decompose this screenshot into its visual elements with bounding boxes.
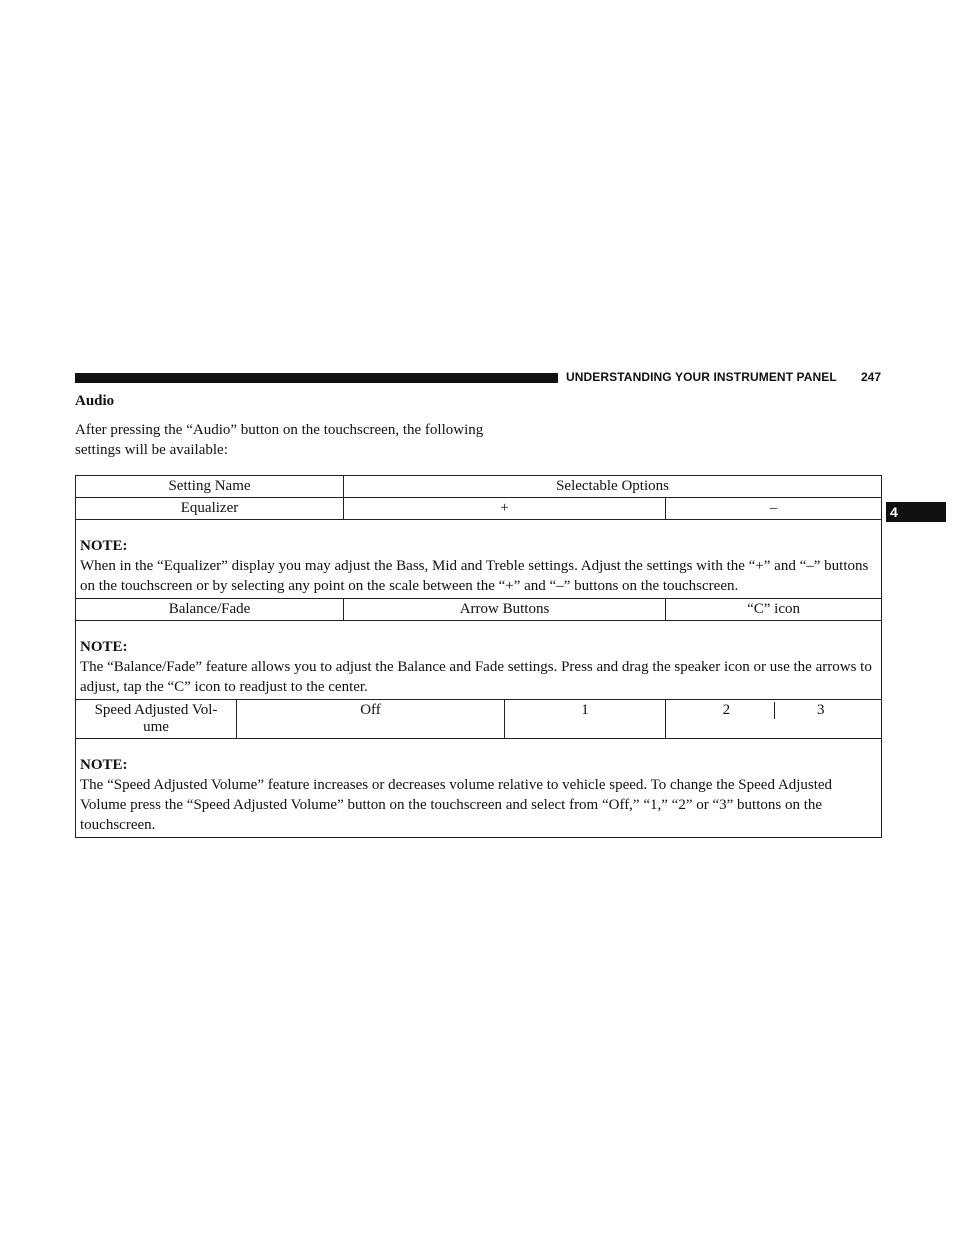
table-header-row bbox=[76, 476, 882, 498]
header-rule bbox=[75, 373, 558, 383]
intro-paragraph: After pressing the “Audio” button on the touchscreen, the following settings will be available: bbox=[75, 422, 484, 458]
option-arrow-buttons: Arrow Buttons bbox=[344, 599, 666, 621]
speed-adjusted-volume-note bbox=[76, 739, 882, 838]
chapter-tab: 4 bbox=[886, 502, 946, 522]
audio-settings-table bbox=[75, 475, 882, 838]
header-selectable-options: Selectable Options bbox=[344, 476, 882, 498]
table-row-balance-fade bbox=[76, 599, 882, 621]
balance-fade-note bbox=[76, 621, 882, 700]
table-row-equalizer bbox=[76, 498, 882, 520]
table-row-equalizer-note bbox=[76, 520, 882, 599]
page-number: 247 bbox=[861, 370, 882, 384]
note-label: NOTE: bbox=[80, 639, 128, 655]
setting-name-balance-fade: Balance/Fade bbox=[76, 599, 344, 621]
note-text: The “Speed Adjusted Volume” feature increases or decreases volume relative to vehicle speed. To change the Speed Adjusted Volume press the “Speed Adjusted Volume” button on the touchscreen and select from “Off,” “1,” “2” or “3” buttons on the touchscreen. bbox=[80, 777, 833, 833]
option-2-3 bbox=[666, 700, 882, 739]
running-header-title: UNDERSTANDING YOUR INSTRUMENT PANEL bbox=[566, 370, 837, 384]
option-off: Off bbox=[237, 700, 505, 739]
header-setting-name: Setting Name bbox=[76, 476, 344, 498]
note-text: The “Balance/Fade” feature allows you to adjust the Balance and Fade settings. Press and drag the speaker icon or use the arrows to adjust, tap the “C” icon to readjust to the center. bbox=[80, 659, 872, 695]
section-title: Audio bbox=[75, 393, 115, 409]
setting-name-equalizer: Equalizer bbox=[76, 498, 344, 520]
table-row-balance-fade-note bbox=[76, 621, 882, 700]
option-1: 1 bbox=[505, 700, 666, 739]
option-equalizer-plus: + bbox=[344, 498, 666, 520]
note-label: NOTE: bbox=[80, 538, 128, 554]
option-2: 2 bbox=[722, 702, 731, 718]
table-row-speed-adjusted-volume bbox=[76, 700, 882, 739]
option-c-icon: “C” icon bbox=[666, 599, 882, 621]
setting-name-speed-adjusted-volume: Speed Adjusted Vol- ume bbox=[76, 700, 237, 739]
note-text: When in the “Equalizer” display you may adjust the Bass, Mid and Treble settings. Adjust the settings with the “+” and “–” buttons on the touchscreen or by selecting any point on the scale between the “+” and “–” buttons on the touchscreen. bbox=[80, 558, 869, 594]
option-equalizer-minus: – bbox=[666, 498, 882, 520]
note-label: NOTE: bbox=[80, 757, 128, 773]
table-row-speed-adjusted-volume-note bbox=[76, 739, 882, 838]
option-3: 3 bbox=[774, 702, 866, 719]
equalizer-note bbox=[76, 520, 882, 599]
